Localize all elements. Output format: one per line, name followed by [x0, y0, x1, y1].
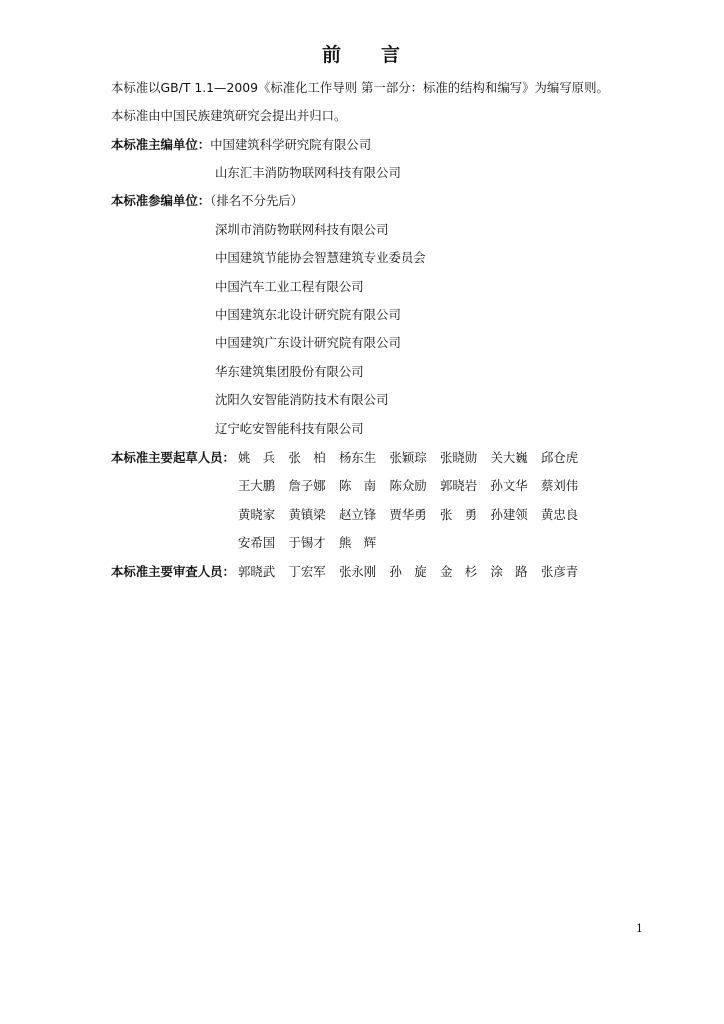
- drafter: 陈 南: [339, 478, 377, 493]
- drafter: 张晓勋: [440, 450, 478, 465]
- participating-unit-7: 沈阳久安智能消防技术有限公司: [215, 392, 389, 407]
- chief-unit-1: 中国建筑科学研究院有限公司: [210, 137, 372, 152]
- drafter: 陈众励: [389, 478, 427, 493]
- drafter: 黄镇梁: [288, 507, 326, 522]
- drafter: 孙建领: [490, 507, 528, 522]
- chief-label: 本标准主编单位：: [111, 137, 211, 152]
- page-number: 1: [636, 922, 643, 935]
- chief-units-row: [111, 137, 371, 153]
- participating-unit-6: 华东建筑集团股份有限公司: [215, 364, 364, 379]
- reviewer: 涂 路: [490, 564, 528, 579]
- drafter: 张 勇: [440, 507, 478, 522]
- drafter: 孙文华: [490, 478, 528, 493]
- drafter: 张 柏: [288, 450, 326, 465]
- page-title: [0, 40, 724, 67]
- drafters-row-2: [238, 478, 592, 494]
- drafters-row-1: [238, 450, 592, 466]
- drafter: 詹子娜: [288, 478, 326, 493]
- reviewer: 张彦青: [541, 564, 579, 579]
- participating-unit-1: 深圳市消防物联网科技有限公司: [215, 222, 389, 237]
- drafter: 安希国: [238, 535, 276, 550]
- drafter: 熊 辉: [339, 535, 377, 550]
- participating-note: （排名不分先后）: [210, 193, 304, 208]
- participating-unit-4: 中国建筑东北设计研究院有限公司: [215, 307, 401, 322]
- participating-row: [111, 193, 303, 209]
- drafter: 张颖琮: [389, 450, 427, 465]
- drafter: 黄晓家: [238, 507, 276, 522]
- reviewer: 郭晓武: [238, 564, 276, 579]
- drafter: 邱仓虎: [541, 450, 579, 465]
- participating-unit-5: 中国建筑广东设计研究院有限公司: [215, 335, 401, 350]
- reviewer: 丁宏军: [288, 564, 326, 579]
- drafters-row-4: [238, 535, 390, 551]
- intro-line-2: 本标准由中国民族建筑研究会提出并归口。: [111, 108, 347, 123]
- participating-unit-8: 辽宁屹安智能科技有限公司: [215, 421, 364, 436]
- intro-line-1: 本标准以GB/T 1.1—2009《标准化工作导则 第一部分：标准的结构和编写》为编写原则。: [111, 80, 609, 95]
- drafter: 于锡才: [288, 535, 326, 550]
- drafter: 赵立锋: [339, 507, 377, 522]
- reviewers-label: 本标准主要审查人员：: [111, 564, 235, 579]
- participating-label: 本标准参编单位：: [111, 193, 211, 208]
- reviewer: 金 杉: [440, 564, 478, 579]
- reviewers-row: [238, 564, 592, 580]
- participating-unit-3: 中国汽车工业工程有限公司: [215, 279, 364, 294]
- title-char-2: 言: [381, 44, 403, 66]
- drafter: 姚 兵: [238, 450, 276, 465]
- drafters-label: 本标准主要起草人员：: [111, 450, 235, 465]
- drafter: 贾华勇: [389, 507, 427, 522]
- drafter: 郭晓岩: [440, 478, 478, 493]
- drafter: 蔡刘伟: [541, 478, 579, 493]
- drafter: 黄忠良: [541, 507, 579, 522]
- drafter: 王大鹏: [238, 478, 276, 493]
- drafters-row-3: [238, 507, 592, 523]
- participating-unit-2: 中国建筑节能协会智慧建筑专业委员会: [215, 250, 426, 265]
- chief-unit-2: 山东汇丰消防物联网科技有限公司: [215, 165, 401, 180]
- drafter: 杨东生: [339, 450, 377, 465]
- title-char-1: 前: [321, 44, 343, 66]
- reviewer: 张永刚: [339, 564, 377, 579]
- drafter: 关大巍: [490, 450, 528, 465]
- reviewer: 孙 旋: [389, 564, 427, 579]
